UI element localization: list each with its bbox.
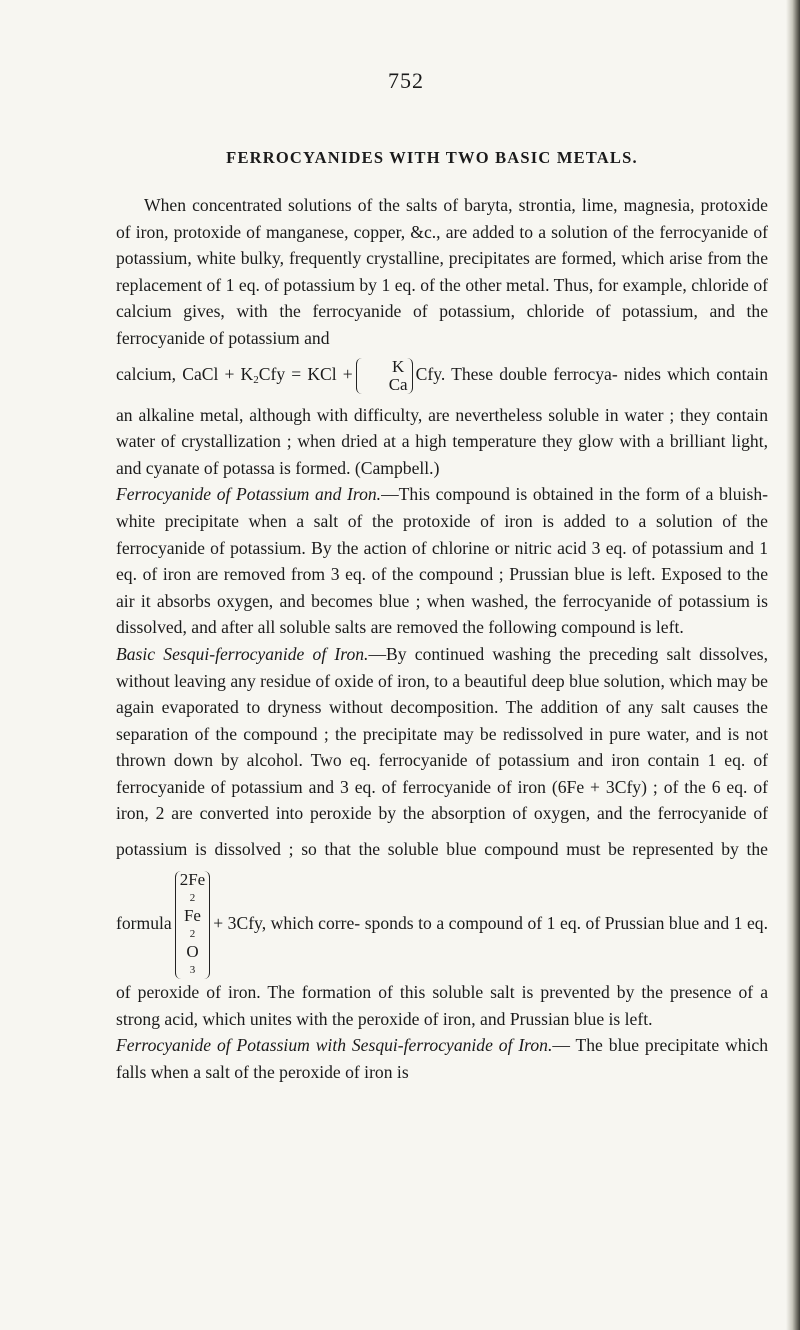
p1-formula-line <box>116 356 618 394</box>
brace-top: K <box>392 356 405 376</box>
formula-brace <box>175 871 211 979</box>
p3-text-a: —By continued washing the preceding salt dissolves, without leaving any residue of oxide of iron, to a beautiful deep blue solution, which may be again evaporated to dryness without decomposition. The addition of any salt causes the separation of the compound ; the precipitate may be redissolved in pure water, and is not thrown down by alcohol. Two eq. ferrocyanide of potassium and iron contain 1 eq. of ferrocyanide of potassium and 3 eq. of ferrocyanide of iron (6Fe + 3Cfy) ; of the 6 eq. of iron, 2 are converted into peroxide by the absorption of oxygen, and the ferrocyanide of potassium is dissolved ; so that the soluble blue compound <box>116 643 768 860</box>
brace-bottom-mid: O <box>186 942 199 962</box>
formula-brace <box>356 358 413 394</box>
p1-text-b: calcium, CaCl + K <box>116 363 254 384</box>
brace-top-text: 2Fe <box>179 870 206 890</box>
subscript: 2 <box>253 373 259 386</box>
body-text <box>116 192 768 1085</box>
brace-bottom: Ca <box>388 374 408 394</box>
p4-title: Ferrocyanide of Potassium with Sesqui-ferrocyanide of Iron. <box>116 1035 553 1056</box>
page-edge-shadow <box>786 0 800 1330</box>
p3-text-d: sponds to a compound of 1 eq. of Prussian blue and 1 eq. of peroxide of iron. The formation of this soluble salt is prevented by the presence of a strong acid, which unites with the peroxide of iron, and Prussian blue is left. <box>116 913 768 1029</box>
brace-bottom-text: Fe <box>183 906 201 926</box>
brace-top <box>180 871 206 907</box>
p1-text-a: When concentrated solutions of the salts of baryta, strontia, lime, magnesia, protoxide of iron, protoxide of manganese, copper, &c., are added to a solution of the ferrocyanide of potassium, white bulky, frequently crystalline, precipitates are formed, which arise from the replacement of 1 eq. of potassium by 1 eq. of the other metal. Thus, for example, chloride of calcium gives, with the ferrocyanide of potassium, chloride of potassium, and the ferrocyanide of potassium and <box>116 195 768 348</box>
paragraph-2 <box>116 481 768 641</box>
p2-text: —This compound is obtained in the form of a bluish-white precipitate when a salt of the protoxide of iron is added to a solution of the ferrocyanide of potassium. By the action of chlorine or nitric acid 3 eq. of potassium and 1 eq. of iron are removed from 3 eq. of the compound ; Prussian blue is left. Exposed to the air it absorbs oxygen, and becomes blue ; when washed, the ferrocyanide of potassium is dissolved, and after all soluble salts are removed the following compound is left. <box>116 484 768 638</box>
paragraph-1 <box>116 192 768 481</box>
p1-text-e: nides which contain an alkaline metal, although with difficulty, are nevertheless soluble in water ; they contain water of crystallization ; when dried at a high temperature they glow with a brilliant light, and cyanate of potassa is formed. (Campbell.) <box>116 363 769 478</box>
p2-title: Ferrocyanide of Potassium and Iron. <box>116 484 382 505</box>
p3-text-b: must be represented by the formula <box>116 839 768 934</box>
subscript: 3 <box>189 964 196 977</box>
p3-text-c: + 3Cfy, which corre- <box>213 913 361 934</box>
p1-text-c: Cfy = KCl + <box>258 363 353 384</box>
subscript: 2 <box>189 928 196 941</box>
subscript: 2 <box>189 892 196 905</box>
p3-title: Basic Sesqui-ferrocyanide of Iron. <box>116 643 369 664</box>
p4-text: — The blue precipitate which falls when a salt of the peroxide of iron is <box>116 1035 768 1082</box>
paragraph-4 <box>116 1032 768 1085</box>
page-number: 752 <box>388 68 424 93</box>
p1-text-d: Cfy. These double ferrocya- <box>415 363 618 384</box>
brace-bottom <box>180 907 206 979</box>
section-heading: FERROCYANIDES WITH TWO BASIC METALS. <box>226 148 638 167</box>
paragraph-3 <box>116 641 768 1032</box>
